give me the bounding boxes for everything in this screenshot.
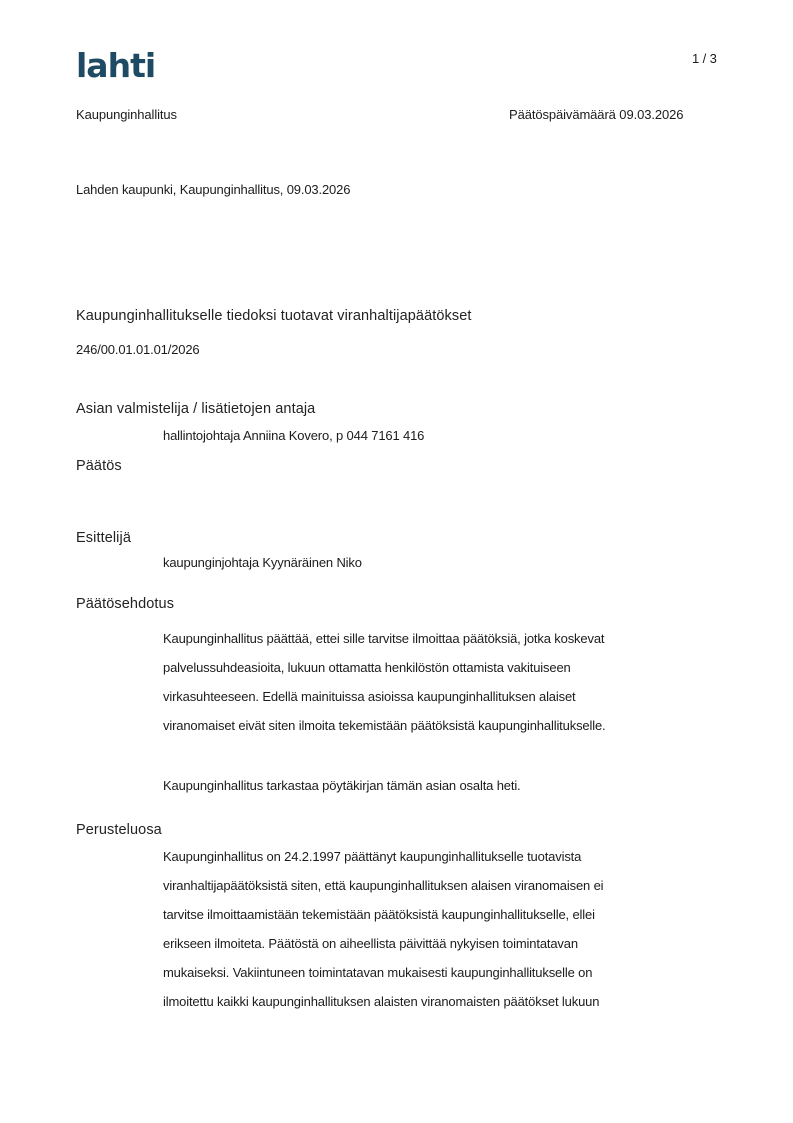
rationale-line: Kaupunginhallitus on 24.2.1997 päättänyt kaupunginhallitukselle tuotavista	[163, 849, 582, 864]
presenter-value: kaupunginjohtaja Kyynäräinen Niko	[163, 555, 362, 570]
svg-text:lahti: lahti	[76, 47, 156, 81]
proposal-text	[163, 624, 723, 740]
rationale-line: mukaiseksi. Vakiintuneen toimintatavan mukaisesti kaupunginhallitukselle on	[163, 965, 593, 980]
proposal-line: Kaupunginhallitus päättää, ettei sille tarvitse ilmoittaa päätöksiä, jotka koskevat	[163, 631, 605, 646]
document-title: Kaupunginhallitukselle tiedoksi tuotavat viranhaltijapäätökset	[76, 308, 472, 324]
organization-body: Kaupunginhallitus	[76, 107, 177, 122]
rationale-line: ilmoitettu kaikki kaupunginhallituksen alaisten viranomaisten päätökset lukuun	[163, 994, 600, 1009]
decision-heading: Päätös	[76, 458, 122, 474]
proposal-line: viranomaiset eivät siten ilmoita tekemistään päätöksistä kaupunginhallitukselle.	[163, 718, 606, 733]
rationale-heading: Perusteluosa	[76, 822, 162, 838]
page-number: 1 / 3	[692, 51, 717, 66]
presenter-heading: Esittelijä	[76, 530, 131, 546]
meeting-line: Lahden kaupunki, Kaupunginhallitus, 09.03.2026	[76, 182, 351, 197]
rationale-text	[163, 842, 723, 1016]
decision-date: Päätöspäivämäärä 09.03.2026	[509, 107, 684, 122]
preparer-heading: Asian valmistelija / lisätietojen antaja	[76, 401, 316, 417]
lahti-logo	[76, 47, 168, 81]
proposal-heading: Päätösehdotus	[76, 596, 175, 612]
preparer-value: hallintojohtaja Anniina Kovero, p 044 7161 416	[163, 428, 425, 443]
rationale-line: viranhaltijapäätöksistä siten, että kaupunginhallituksen alaisen viranomaisen ei	[163, 878, 604, 893]
rationale-line: erikseen ilmoiteta. Päätöstä on aiheellista päivittää nykyisen toimintatavan	[163, 936, 578, 951]
proposal-line: virkasuhteeseen. Edellä mainituissa asioissa kaupunginhallituksen alaiset	[163, 689, 576, 704]
record-number: 246/00.01.01.01/2026	[76, 342, 200, 357]
minutes-check-line: Kaupunginhallitus tarkastaa pöytäkirjan tämän asian osalta heti.	[163, 778, 521, 793]
proposal-line: palvelussuhdeasioita, lukuun ottamatta henkilöstön ottamista vakituiseen	[163, 660, 571, 675]
rationale-line: tarvitse ilmoittaamistään tekemistään päätöksistä kaupunginhallitukselle, ellei	[163, 907, 595, 922]
